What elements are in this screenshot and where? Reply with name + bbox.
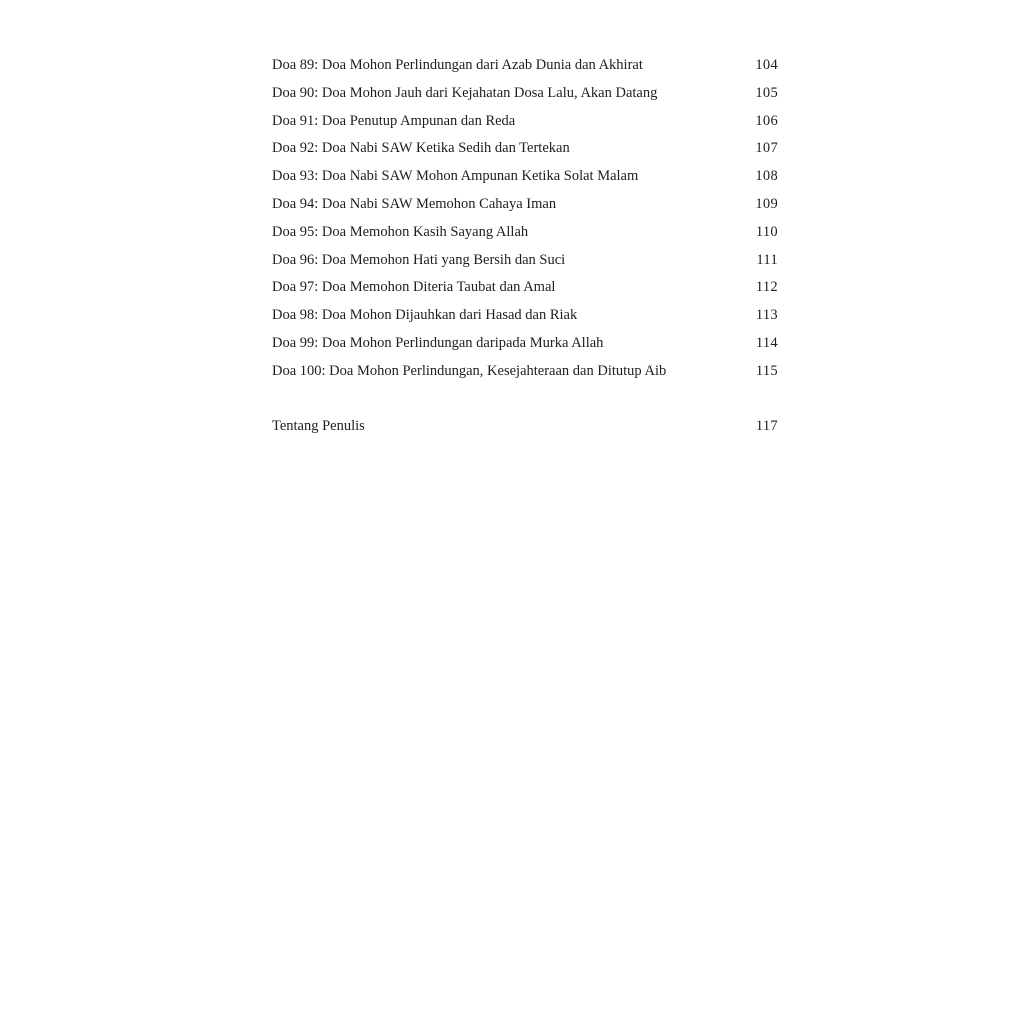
toc-entry-title: Doa 92: Doa Nabi SAW Ketika Sedih dan Tertekan — [272, 140, 570, 157]
toc-entry-doa-89 — [272, 52, 778, 80]
toc-entry-page-number: 111 — [756, 251, 778, 268]
toc-entry-doa-95 — [272, 219, 778, 247]
toc-entry-doa-92 — [272, 135, 778, 163]
toc-entry-title: Doa 89: Doa Mohon Perlindungan dari Azab Dunia dan Akhirat — [272, 57, 643, 73]
toc-entry-page-number: 106 — [755, 112, 778, 129]
toc-entry-page-number: 104 — [755, 57, 778, 73]
toc-entry-page-number: 108 — [755, 168, 778, 185]
toc-entry-doa-93 — [272, 163, 778, 191]
toc-entry-title: Doa 99: Doa Mohon Perlindungan daripada Murka Allah — [272, 334, 604, 351]
toc-entry-doa-97 — [272, 274, 778, 302]
toc-entry-page-number: 113 — [755, 307, 778, 324]
toc-entry-page-number: 109 — [755, 195, 778, 212]
toc-entry-title: Doa 98: Doa Mohon Dijauhkan dari Hasad dan Riak — [272, 307, 578, 324]
toc-entry-doa-98 — [272, 302, 778, 330]
toc-entry-title: Doa 96: Doa Memohon Hati yang Bersih dan Suci — [272, 251, 566, 268]
section-spacer — [272, 386, 778, 413]
toc-entry-page-number: 115 — [755, 362, 778, 379]
toc-entry-tentang-penulis — [272, 413, 778, 441]
toc-entry-doa-100 — [272, 358, 778, 386]
toc-entry-title: Doa 94: Doa Nabi SAW Memohon Cahaya Iman — [272, 195, 557, 212]
toc-entry-page-number: 105 — [755, 84, 778, 101]
toc-entry-doa-90 — [272, 80, 778, 108]
toc-entry-title: Doa 93: Doa Nabi SAW Mohon Ampunan Ketika Solat Malam — [272, 168, 639, 185]
toc-entry-title: Doa 91: Doa Penutup Ampunan dan Reda — [272, 112, 516, 129]
toc-entry-page-number: 112 — [755, 279, 778, 296]
toc-entry-doa-96 — [272, 247, 778, 275]
toc-entry-title: Tentang Penulis — [272, 417, 365, 434]
toc-entry-doa-94 — [272, 191, 778, 219]
toc-entry-title: Doa 95: Doa Memohon Kasih Sayang Allah — [272, 223, 529, 240]
toc-entry-doa-99 — [272, 330, 778, 358]
toc-entry-title: Doa 100: Doa Mohon Perlindungan, Kesejahteraan dan Ditutup Aib — [272, 362, 667, 379]
toc-entry-doa-91 — [272, 108, 778, 136]
toc-entry-page-number: 107 — [755, 140, 778, 157]
toc-entry-title: Doa 97: Doa Memohon Diteria Taubat dan Amal — [272, 279, 556, 296]
toc-entry-title: Doa 90: Doa Mohon Jauh dari Kejahatan Dosa Lalu, Akan Datang — [272, 84, 658, 101]
toc-entry-page-number: 110 — [755, 223, 778, 240]
toc-entry-page-number: 117 — [755, 417, 778, 434]
table-of-contents — [272, 52, 778, 440]
toc-entry-page-number: 114 — [755, 334, 778, 351]
